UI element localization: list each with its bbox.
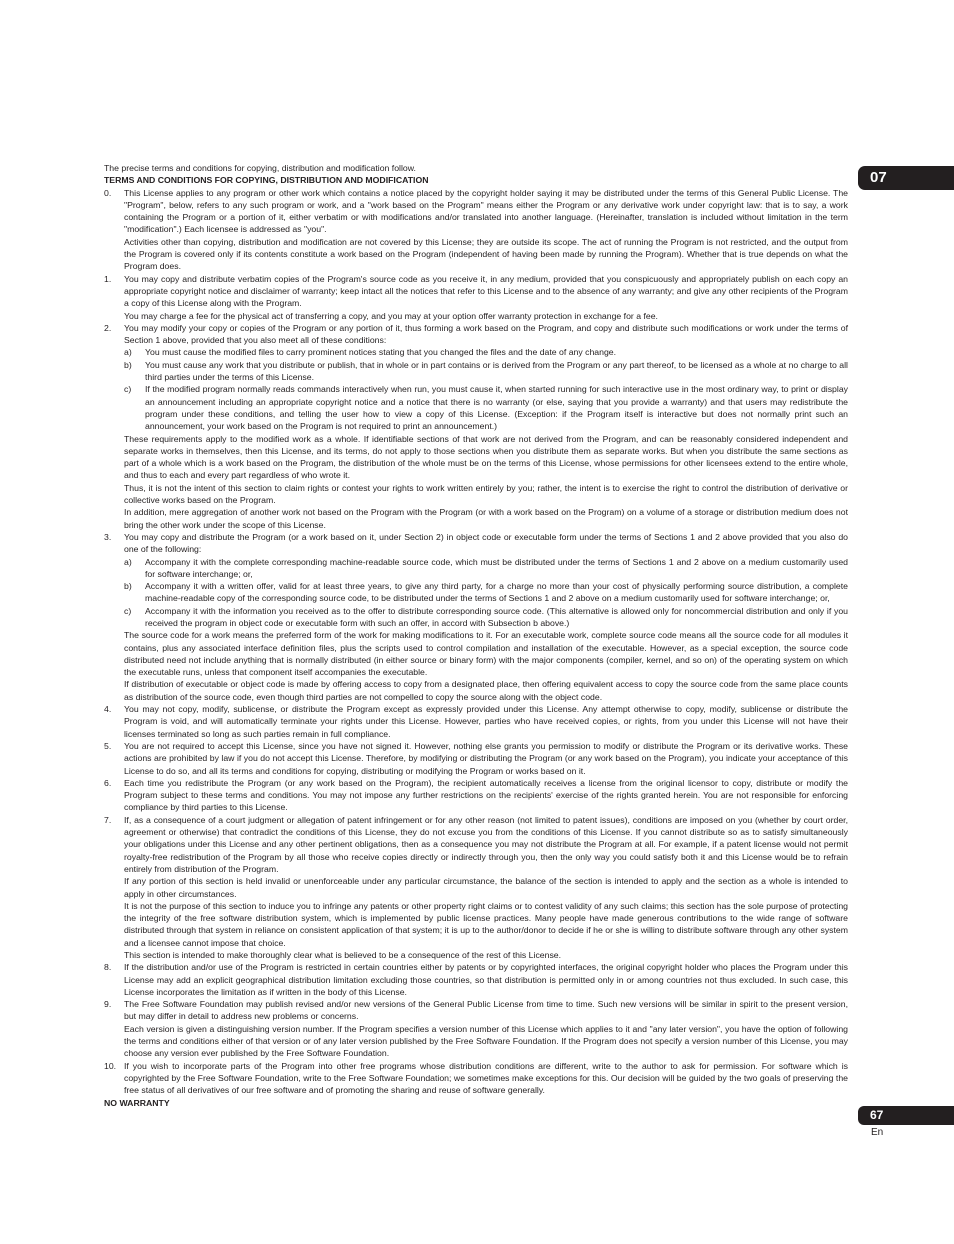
section-item xyxy=(104,961,848,998)
section-text: You are not required to accept this License, since you have not signed it. However, nothing else grants you permission to modify or distribute the Program or its derivative works. These actions are prohibited by law if you do not accept this License. Therefore, by modifying or distributing the Program (or any work based on the Program), you indicate your acceptance of this License to do so, and all its terms and conditions for copying, distributing or modifying the Program or works based on it. xyxy=(124,740,848,776)
section-text: If the distribution and/or use of the Program is restricted in certain countries either by patents or by copyrighted interfaces, the original copyright holder who places the Program under this License may add an explicit geographical distribution limitation excluding those countries, so that distribution is permitted only in or among countries not thus excluded. In such case, this License incorporates the limitation as if written in the body of this License. xyxy=(124,962,848,997)
section-paragraph: Activities other than copying, distribution and modification are not covered by this License; they are outside its scope. The act of running the Program is not restricted, and the output from the Program is covered only if its contents constitute a work based on the Program (independent of having been made by running the Program). Whether that is true depends on what the Program does. xyxy=(124,236,848,272)
subsection-text: If the modified program normally reads commands interactively when run, you must cause it, when started running for such interactive use in the most ordinary way, to print or display an announcement including an appropriate copyright notice and a notice that there is no warranty (or else, saying that you provide a warranty) and that users may redistribute the program under these conditions, and telling the user how to view a copy of this License. (Exception: if the Program itself is interactive but does not normally print such an announcement, your work based on the Program is not required to print an announcement.) xyxy=(145,384,848,432)
subsection-label: c) xyxy=(124,605,132,616)
section-item xyxy=(104,703,848,740)
subsection-text: You must cause the modified files to carry prominent notices stating that you changed the files and the date of any change. xyxy=(145,347,617,358)
section-text: This License applies to any program or other work which contains a notice placed by the copyright holder saying it may be distributed under the terms of this General Public License. The "Program", below, refers to any such program or work, and a "work based on the Program" means either the Program or any derivative work under copyright law: that is to say, a work containing the Program or a portion of it, either verbatim or with modifications and/or translated into another language. (Hereinafter, translation is included without limitation in the term "modification".) Each licensee is addressed as "you". xyxy=(124,187,848,235)
subsection-label: a) xyxy=(124,347,132,358)
subsection-text: You must cause any work that you distribute or publish, that in whole or in part contains or is derived from the Program or any part thereof, to be licensed as a whole at no charge to all third parties under the terms of this License. xyxy=(145,359,848,383)
section-number: 6. xyxy=(104,777,112,788)
section-item xyxy=(104,187,848,273)
section-paragraph: If distribution of executable or object code is made by offering access to copy from a designated place, then offering equivalent access to copy the source code from the same place counts as distribution of the source code, even though third parties are not compelled to copy the source along with the object code. xyxy=(124,679,848,702)
chapter-tab: 07 xyxy=(858,166,954,190)
section-text: You may not copy, modify, sublicense, or distribute the Program except as expressly provided under this License. Any attempt otherwise to copy, modify, sublicense or distribute the Program is void, and will automatically terminate your rights under this License. However, parties who have received copies, or rights, from you under this License will not have their licenses terminated so long as such parties remain in full compliance. xyxy=(124,704,848,739)
section-item xyxy=(104,814,848,962)
subsection-item xyxy=(124,346,848,358)
section-item xyxy=(104,740,848,777)
section-number: 9. xyxy=(104,999,112,1010)
section-paragraph: The source code for a work means the preferred form of the work for making modifications to it. For an executable work, complete source code means all the source code for all modules it contains, plus any associated interface definition files, plus the scripts used to control compilation and installation of the executable. However, as a special exception, the source code distributed need not include anything that is normally distributed (in either source or binary form) with the major components (compiler, kernel, and so on) of the operating system on which the executable runs, unless that component itself accompanies the executable. xyxy=(124,630,848,678)
section-number: 0. xyxy=(104,187,112,198)
language-label: En xyxy=(871,1127,884,1138)
section-paragraph: It is not the purpose of this section to induce you to infringe any patents or other property right claims or to contest validity of any such claims; this section has the sole purpose of protecting the integrity of the free software distribution system, which is implemented by public license practices. Many people have made generous contributions to the wide range of software distributed through that system in reliance on consistent application of that system; it is up to the author/donor to decide if he or she is willing to distribute software through any other system and a licensee cannot impose that choice. xyxy=(124,900,848,948)
intro-line: The precise terms and conditions for copying, distribution and modification follow. xyxy=(104,163,416,173)
subsection-item xyxy=(124,605,848,630)
section-paragraph: If any portion of this section is held invalid or unenforceable under any particular circumstance, the balance of the section is intended to apply and the section as a whole is intended to apply in other circumstances. xyxy=(124,876,848,899)
subsection-item xyxy=(124,383,848,432)
subsection-item xyxy=(124,556,848,581)
sections-list xyxy=(104,187,848,1097)
subsection-item xyxy=(124,580,848,605)
subsection-item xyxy=(124,359,848,384)
section-paragraph: In addition, mere aggregation of another work not based on the Program with the Program (or with a work based on the Program) on a volume of a storage or distribution medium does not bring the other work under the scope of this License. xyxy=(124,507,848,530)
section-text: You may copy and distribute the Program (or a work based on it, under Section 2) in object code or executable form under the terms of Sections 1 and 2 above provided that you also do one of the following: xyxy=(124,531,848,555)
section-text: You may modify your copy or copies of the Program or any portion of it, thus forming a work based on the Program, and copy and distribute such modifications or work under the terms of Section 1 above, provided that you also meet all of these conditions: xyxy=(124,322,848,346)
subsection-label: b) xyxy=(124,581,132,592)
subsection-text: Accompany it with the information you received as to the offer to distribute corresponding source code. (This alternative is allowed only for noncommercial distribution and only if you received the program in object code or executable form with such an offer, in accord with Subsection b above.) xyxy=(145,605,848,628)
section-item xyxy=(104,322,848,531)
section-paragraph: Thus, it is not the intent of this section to claim rights or contest your rights to work written entirely by you; rather, the intent is to exercise the right to control the distribution of derivative or collective works based on the Program. xyxy=(124,482,848,506)
section-item xyxy=(104,777,848,814)
section-paragraph: Each version is given a distinguishing version number. If the Program specifies a version number of this License which applies to it and "any later version", you have the option of following the terms and conditions either of that version or of any later version published by the Free Software Foundation. If the Program does not specify a version number of this License, you may choose any version ever published by the Free Software Foundation. xyxy=(124,1023,848,1059)
section-text: If, as a consequence of a court judgment or allegation of patent infringement or for any other reason (not limited to patent issues), conditions are imposed on you (whether by court order, agreement or otherwise) that contradict the conditions of this License, they do not excuse you from the conditions of this License. If you cannot distribute so as to satisfy simultaneously your obligations under this License and any other pertinent obligations, then as a consequence you may not distribute the Program at all. For example, if a patent license would not permit royalty-free redistribution of the Program by all those who receive copies directly or indirectly through you, then the only way you could satisfy both it and this License would be to refrain entirely from distribution of the Program. xyxy=(124,814,848,874)
subsection-label: a) xyxy=(124,556,132,567)
section-number: 2. xyxy=(104,322,112,333)
section-number: 1. xyxy=(104,273,112,284)
section-number: 3. xyxy=(104,531,112,542)
section-item xyxy=(104,531,848,703)
license-document xyxy=(104,162,848,1109)
terms-heading: TERMS AND CONDITIONS FOR COPYING, DISTRIBUTION AND MODIFICATION xyxy=(104,175,429,186)
section-item xyxy=(104,998,848,1059)
section-paragraph: These requirements apply to the modified work as a whole. If identifiable sections of that work are not derived from the Program, and can be reasonably considered independent and separate works in themselves, then this License, and its terms, do not apply to those sections when you distribute them as separate works. But when you distribute the same sections as part of a whole which is a work based on the Program, the distribution of the whole must be on the terms of this License, whose permissions for other licensees extend to the entire whole, and thus to each and every part regardless of who wrote it. xyxy=(124,433,848,481)
subsection-label: b) xyxy=(124,359,132,370)
section-number: 7. xyxy=(104,814,112,825)
section-number: 8. xyxy=(104,962,112,973)
section-number: 5. xyxy=(104,740,112,751)
section-item xyxy=(104,273,848,322)
no-warranty-heading: NO WARRANTY xyxy=(104,1097,170,1108)
subsection-label: c) xyxy=(124,384,132,395)
section-text: If you wish to incorporate parts of the Program into other free programs whose distribution conditions are different, write to the author to ask for permission. For software which is copyrighted by the Free Software Foundation, write to the Free Software Foundation; we sometimes make exceptions for this. Our decision will be guided by the two goals of preserving the free status of all derivatives of our free software and of promoting the sharing and reuse of software generally. xyxy=(124,1060,848,1096)
section-paragraph: This section is intended to make thoroughly clear what is believed to be a consequence of the rest of this License. xyxy=(124,950,562,960)
section-text: Each time you redistribute the Program (or any work based on the Program), the recipient automatically receives a license from the original licensor to copy, distribute or modify the Program subject to these terms and conditions. You may not impose any further restrictions on the recipients' exercise of the rights granted herein. You are not responsible for enforcing compliance by third parties to this License. xyxy=(124,777,848,813)
subsection-text: Accompany it with the complete corresponding machine-readable source code, which must be distributed under the terms of Sections 1 and 2 above on a medium customarily used for software interchange; or, xyxy=(145,556,848,579)
section-text: The Free Software Foundation may publish revised and/or new versions of the General Public License from time to time. Such new versions will be similar in spirit to the present version, but may differ in detail to address new problems or concerns. xyxy=(124,999,848,1022)
section-paragraph: You may charge a fee for the physical act of transferring a copy, and you may at your option offer warranty protection in exchange for a fee. xyxy=(124,310,658,321)
subsection-text: Accompany it with a written offer, valid for at least three years, to give any third party, for a charge no more than your cost of physically performing source distribution, a complete machine-readable copy of the corresponding source code, to be distributed under the terms of Sections 1 and 2 above on a medium customarily used for software interchange; or, xyxy=(145,581,848,604)
section-item xyxy=(104,1060,848,1097)
section-text: You may copy and distribute verbatim copies of the Program's source code as you receive it, in any medium, provided that you conspicuously and appropriately publish on each copy an appropriate copyright notice and disclaimer of warranty; keep intact all the notices that refer to this License and to the absence of any warranty; and give any other recipients of the Program a copy of this License along with the Program. xyxy=(124,273,848,309)
page-number-tab: 67 xyxy=(858,1106,954,1125)
section-number: 4. xyxy=(104,704,112,715)
section-number: 10. xyxy=(104,1060,117,1071)
